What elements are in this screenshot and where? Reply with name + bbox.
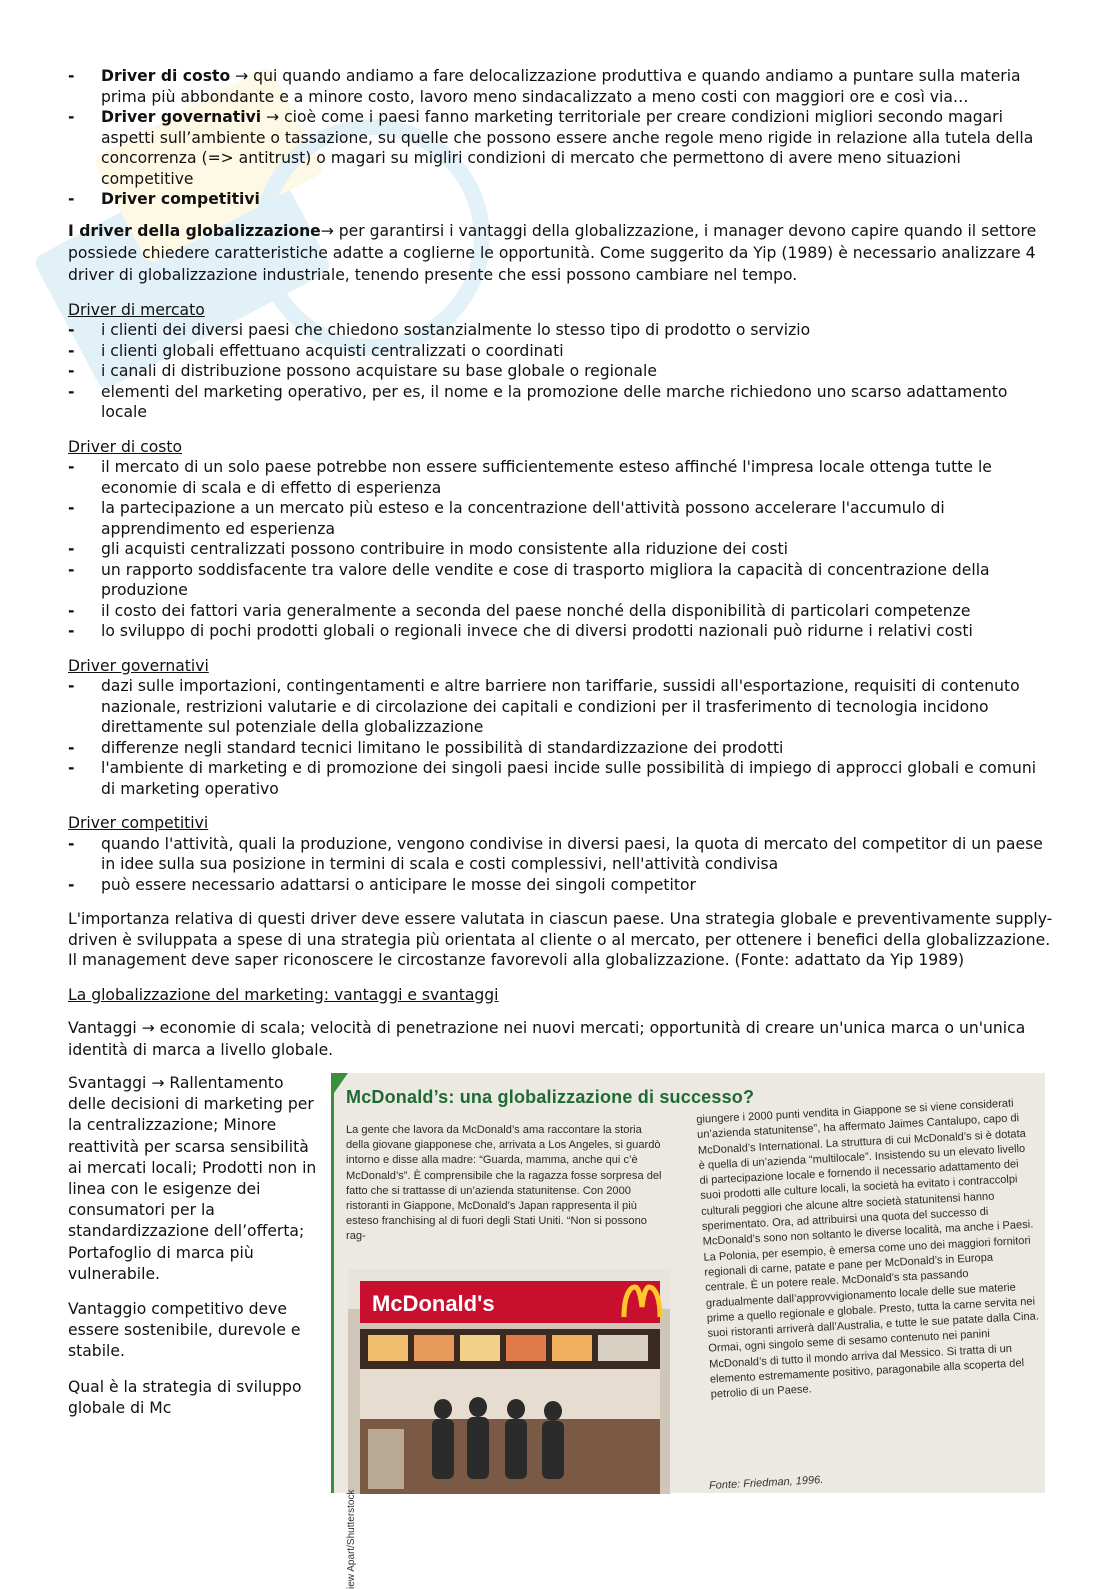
question-paragraph: Qual è la strategia di sviluppo globale di Mc: [68, 1377, 323, 1419]
section-government: [68, 656, 1053, 800]
section-title: Driver governativi: [68, 656, 1053, 677]
list-item: - può essere necessario adattarsi o anticipare le mosse dei singoli competitor: [68, 875, 1053, 896]
section-list: [68, 834, 1053, 896]
marketing-section-title: La globalizzazione del marketing: vantaggi e svantaggi: [68, 985, 1053, 1006]
list-item: - Driver governativi → cioè come i paesi fanno marketing territoriale per creare condizioni migliori secondo magari aspetti sull’ambiente o tassazione, su quelle che possono essere anche regole meno rigide in relazione alla tutela della concorrenza (=> antitrust) o magari su migliri condizioni di mercato che permettono di avere meno situazioni competitive: [68, 107, 1053, 189]
vantaggi-paragraph: Vantaggi → economie di scala; velocità di penetrazione nei nuovi mercati; opportunità di creare un'unica marca o un'unica identità di marca a livello globale.: [68, 1017, 1053, 1061]
list-item: - i clienti globali effettuano acquisti centralizzati o coordinati: [68, 341, 1053, 362]
list-item: - i canali di distribuzione possono acquistare su base globale o regionale: [68, 361, 1053, 382]
left-column: [68, 1073, 323, 1433]
mcdonalds-article-image: [331, 1073, 1045, 1493]
restaurant-illustration: [348, 1269, 670, 1494]
intro-driver-list: [68, 66, 1053, 210]
svantaggi-paragraph: Svantaggi → Rallentamento delle decisioni di marketing per la centralizzazione; Minore reattività per scarsa sensibilità ai mercati locali; Prodotti non in linea con le esigenze dei consumatori per la standardizzazione dell’offerta; Portafoglio di marca più vulnerabile.: [68, 1073, 323, 1285]
list-item: - dazi sulle importazioni, contingentamenti e altre barriere non tariffarie, sussidi all'esportazione, requisiti di contenuto nazionale, restrizioni valutarie e di circolazione dei capitali e condizioni per il trasferimento di tecnologia incidono direttamente sul potenziale della globalizzazione: [68, 676, 1053, 738]
sign-text: McDonald's: [372, 1291, 495, 1316]
document-page: [68, 66, 1053, 1493]
article-title: McDonald’s: una globalizzazione di successo?: [346, 1087, 754, 1108]
list-item: - il mercato di un solo paese potrebbe non essere sufficientemente esteso affinché l'impresa locale ottenga tutte le economie di scala e di effetto di esperienza: [68, 457, 1053, 498]
restaurant-photo: [348, 1269, 670, 1494]
list-item: - i clienti dei diversi paesi che chiedono sostanzialmente lo stesso tipo di prodotto o servizio: [68, 320, 1053, 341]
competitive-advantage-paragraph: Vantaggio competitivo deve essere sostenibile, durevole e stabile.: [68, 1299, 323, 1363]
globalization-drivers-paragraph: I driver della globalizzazione→ per garantirsi i vantaggi della globalizzazione, i manager devono capire quando il settore possiede chiedere caratteristiche adatte a coglierne le opportunità. Come suggerito da Yip (1989) è necessario analizzare 4 driver di globalizzazione industriale, tenendo presente che essi possono cambiare nel tempo.: [68, 220, 1053, 286]
section-title: Driver competitivi: [68, 813, 1053, 834]
list-item: - il costo dei fattori varia generalmente a seconda del paese nonché della disponibilità di particolari competenze: [68, 601, 1053, 622]
section-list: [68, 676, 1053, 799]
article-left-column: La gente che lavora da McDonald’s ama raccontare la storia della giovane giapponese che, arrivata a Los Angeles, si guardò intorno e disse alla madre: “Guarda, mamma, anche qui c’è McDonald’s”. È comprensibile che la ragazza fosse sorpresa del fatto che si trattasse di un’azienda statunitense. Con 2000 ristoranti in Giappone, McDonald’s Japan rappresenta il più esteso franchising al di fuori degli Stati Uniti. “Non si possono rag-: [346, 1123, 668, 1245]
photo-credit: iew Apart/Shutterstock: [342, 1490, 363, 1589]
importance-paragraph: L'importanza relativa di questi driver deve essere valutata in ciascun paese. Una strategia globale e preventivamente supply-driven è sviluppata a spese di una strategia più orientata al cliente o al mercato, per ottenere i benefici della globalizzazione. Il management deve saper riconoscere le circostanze favorevoli alla globalizzazione. (Fonte: adattato da Yip 1989): [68, 909, 1053, 971]
section-market: [68, 300, 1053, 423]
section-cost: [68, 437, 1053, 642]
article-right-column: giungere i 2000 punti vendita in Giappone se si viene considerati un’azienda statunitense”, ha affermato Jaimes Cantalupo, capo di McDonald’s International. La struttura di cui McDonald’s si è dotata è quella di un’azienda “multilocale”. Insistendo su un elevato livello di partecipazione locale e fornendo il necessario adattamento dei suoi prodotti alle culture locali, la società ha evitato i contraccolpi culturali peggiori che alcune altre società statunitensi hanno sperimentato. Ora, ad attribuirsi una quota del successo di McDonald’s sono non soltanto le diverse località, ma anche i Paesi. La Polonia, per esempio, è emersa come uno dei maggiori fornitori regionali di carne, patate e pane per McDonald’s in Europa centrale. È un potere reale. McDonald’s sta passando gradualmente dall’approvvigionamento locale delle sue materie prime a quello regionale e globale. Presto, tutta la carne servita nei suoi ristoranti arriverà dall’Australia, e tutte le sue patate dalla Cina. Ormai, ogni singolo seme di sesamo contenuto nei panini McDonald’s di tutto il mondo arriva dal Messico. Si tratta di un elemento estremamente positivo, paragonabile alla scoperta del petrolio di un Paese.: [696, 1096, 1045, 1404]
list-item: - un rapporto soddisfacente tra valore delle vendite e cose di trasporto migliora la capacità di concentrazione della produzione: [68, 560, 1053, 601]
list-item: - Driver di costo → qui quando andiamo a fare delocalizzazione produttiva e quando andiamo a puntare sulla materia prima più abbondante e a minore costo, lavoro meno sindacalizzato a meno costi con maggiori ore e così via…: [68, 66, 1053, 107]
section-list: [68, 320, 1053, 423]
article-source: Fonte: Friedman, 1996.: [709, 1470, 824, 1496]
section-title: Driver di mercato: [68, 300, 1053, 321]
list-item: - differenze negli standard tecnici limitano le possibilità di standardizzazione dei prodotti: [68, 738, 1053, 759]
list-item: - la partecipazione a un mercato più esteso e la concentrazione dell'attività possono accelerare l'accumulo di apprendimento ed esperienza: [68, 498, 1053, 539]
list-item: - Driver competitivi: [68, 189, 1053, 210]
section-title: Driver di costo: [68, 437, 1053, 458]
list-item: - l'ambiente di marketing e di promozione dei singoli paesi incide sulle possibilità di impiego di approcci globali e comuni di marketing operativo: [68, 758, 1053, 799]
list-item: - elementi del marketing operativo, per es, il nome e la promozione delle marche richiedono uno scarso adattamento locale: [68, 382, 1053, 423]
list-item: - lo sviluppo di pochi prodotti globali o regionali invece che di diversi prodotti nazionali può ridurne i relativi costi: [68, 621, 1053, 642]
section-competitive: [68, 813, 1053, 895]
list-item: - quando l'attività, quali la produzione, vengono condivise in diversi paesi, la quota di mercato del competitor di un paese in idee sulla sua posizione in termini di scala e costi complessivi, nell'attività condivisa: [68, 834, 1053, 875]
article-split: [68, 1073, 1053, 1493]
section-list: [68, 457, 1053, 642]
list-item: - gli acquisti centralizzati possono contribuire in modo consistente alla riduzione dei costi: [68, 539, 1053, 560]
